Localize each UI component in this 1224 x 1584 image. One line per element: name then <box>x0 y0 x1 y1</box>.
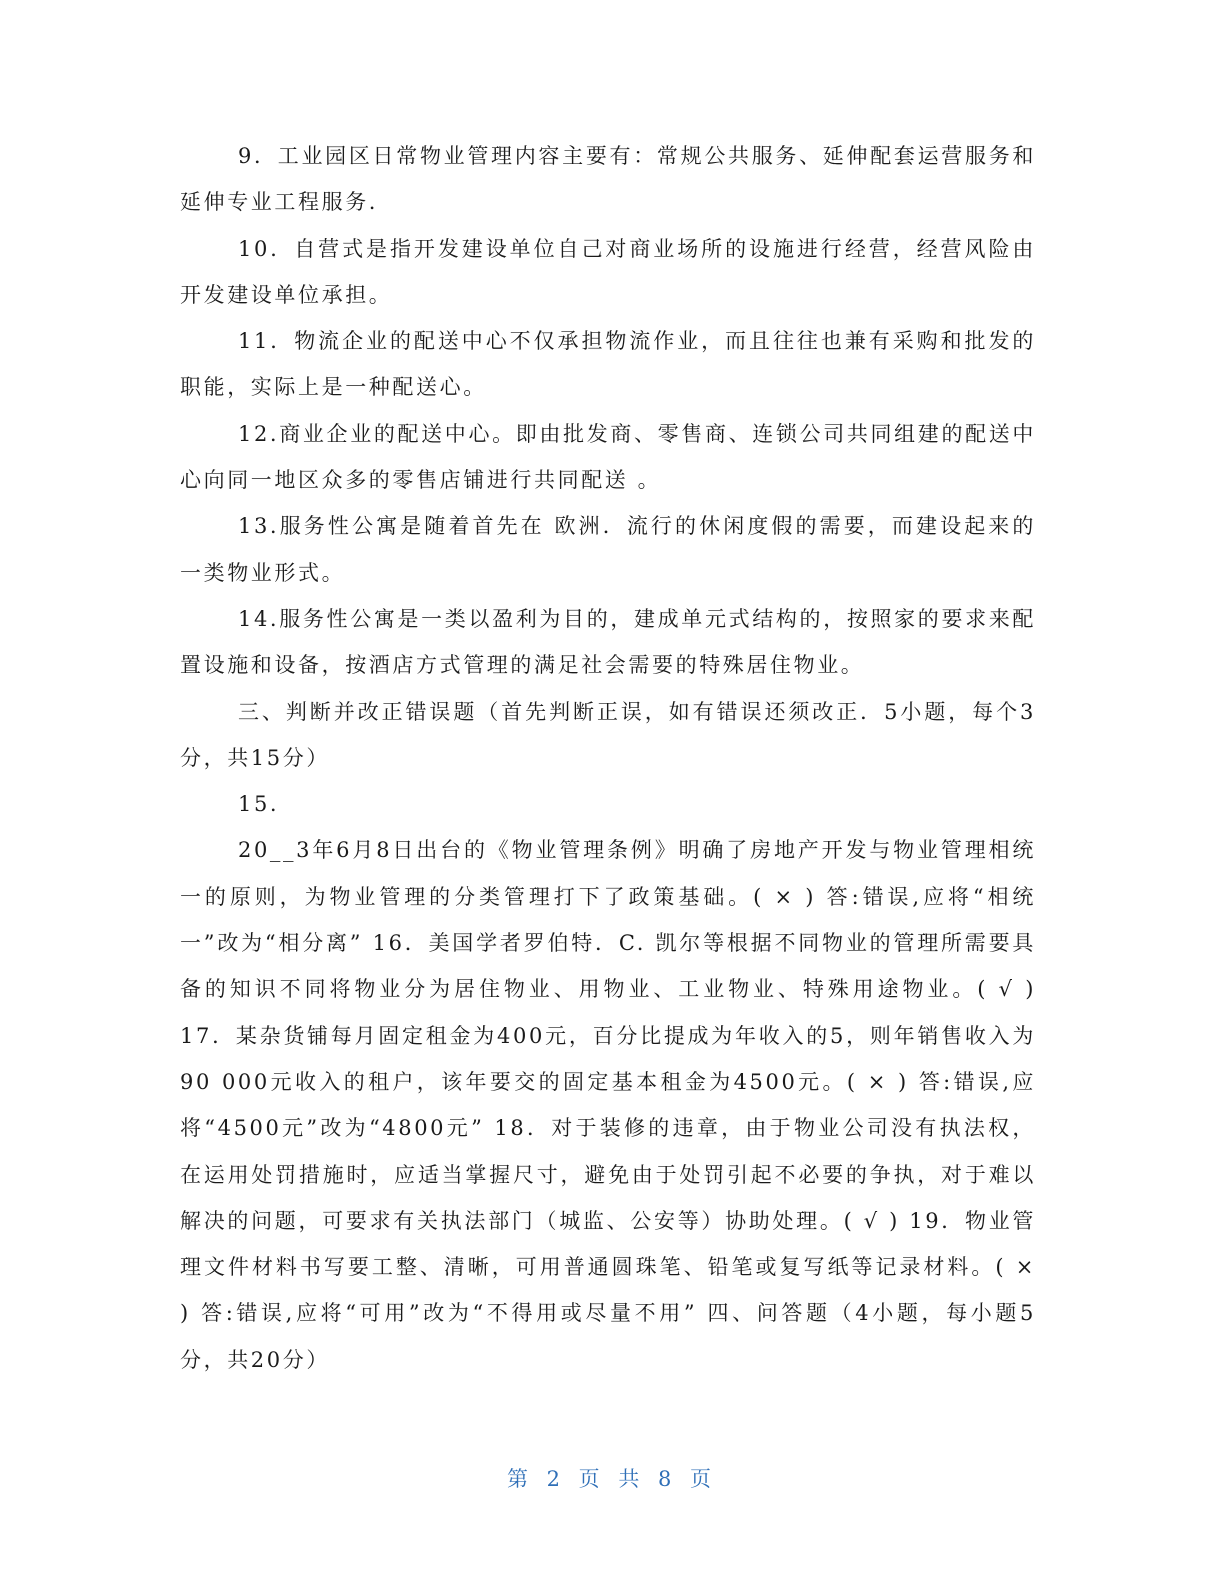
section-heading-true-false: 三、判断并改正错误题（首先判断正误，如有错误还须改正．5小题，每个3分，共15分） <box>180 699 1036 770</box>
paragraph-item-10: 10．自营式是指开发建设单位自己对商业场所的设施进行经营，经营风险由开发建设单位承担。 <box>180 236 1036 307</box>
paragraph-item-14: 14.服务性公寓是一类以盈利为目的，建成单元式结构的，按照家的要求来配置设施和设备，按酒店方式管理的满足社会需要的特殊居住物业。 <box>180 606 1036 678</box>
paragraph-item-9: 9．工业园区日常物业管理内容主要有：常规公共服务、延伸配套运营服务和延伸专业工程服务. <box>180 144 1036 215</box>
paragraph-item-11: 11．物流企业的配送中心不仅承担物流作业，而且往往也兼有采购和批发的职能，实际上是一种配送心。 <box>180 329 1036 400</box>
true-false-answers-block: 20__3年6月8日出台的《物业管理条例》明确了房地产开发与物业管理相统一的原则，为物业管理的分类管理打下了政策基础。( × ) 答:错误,应将“相统一”改为“相分离” 16．美国学者罗伯特．C. 凯尔等根据不同物业的管理所需要具备的知识不同将物业分为居住物业、用物业、工业物业、特殊用途物业。( √ ) 17．某杂货铺每月固定租金为400元，百分比提成为年收入的5，则年销售收入为90 000元收入的租户，该年要交的固定基本租金为4500元。( × ) 答:错误,应将“4500元”改为“4800元” 18．对于装修的违章，由于物业公司没有执法权，在运用处罚措施时，应适当掌握尺寸，避免由于处罚引起不必要的争执，对于难以解决的问题，可要求有关执法部门（城监、公安等）协助处理。( √ ) 19．物业管理文件材料书写要工整、清晰，可用普通圆珠笔、铅笔或复写纸等记录材料。( × ) 答:错误,应将“可用”改为“不得用或尽量不用” 四、问答题（4小题，每小题5分，共20分） <box>180 838 1036 1372</box>
question-number-15: 15. <box>238 792 280 817</box>
paragraph-item-12: 12.商业企业的配送中心。即由批发商、零售商、连锁公司共同组建的配送中心向同一地区众多的零售店铺进行共同配送 。 <box>180 421 1036 493</box>
page-number-footer: 第 2 页 共 8 页 <box>506 1467 718 1491</box>
document-body <box>180 133 1036 1383</box>
paragraph-item-13: 13.服务性公寓是随着首先在 欧洲．流行的休闲度假的需要，而建设起来的一类物业形式。 <box>180 514 1036 585</box>
